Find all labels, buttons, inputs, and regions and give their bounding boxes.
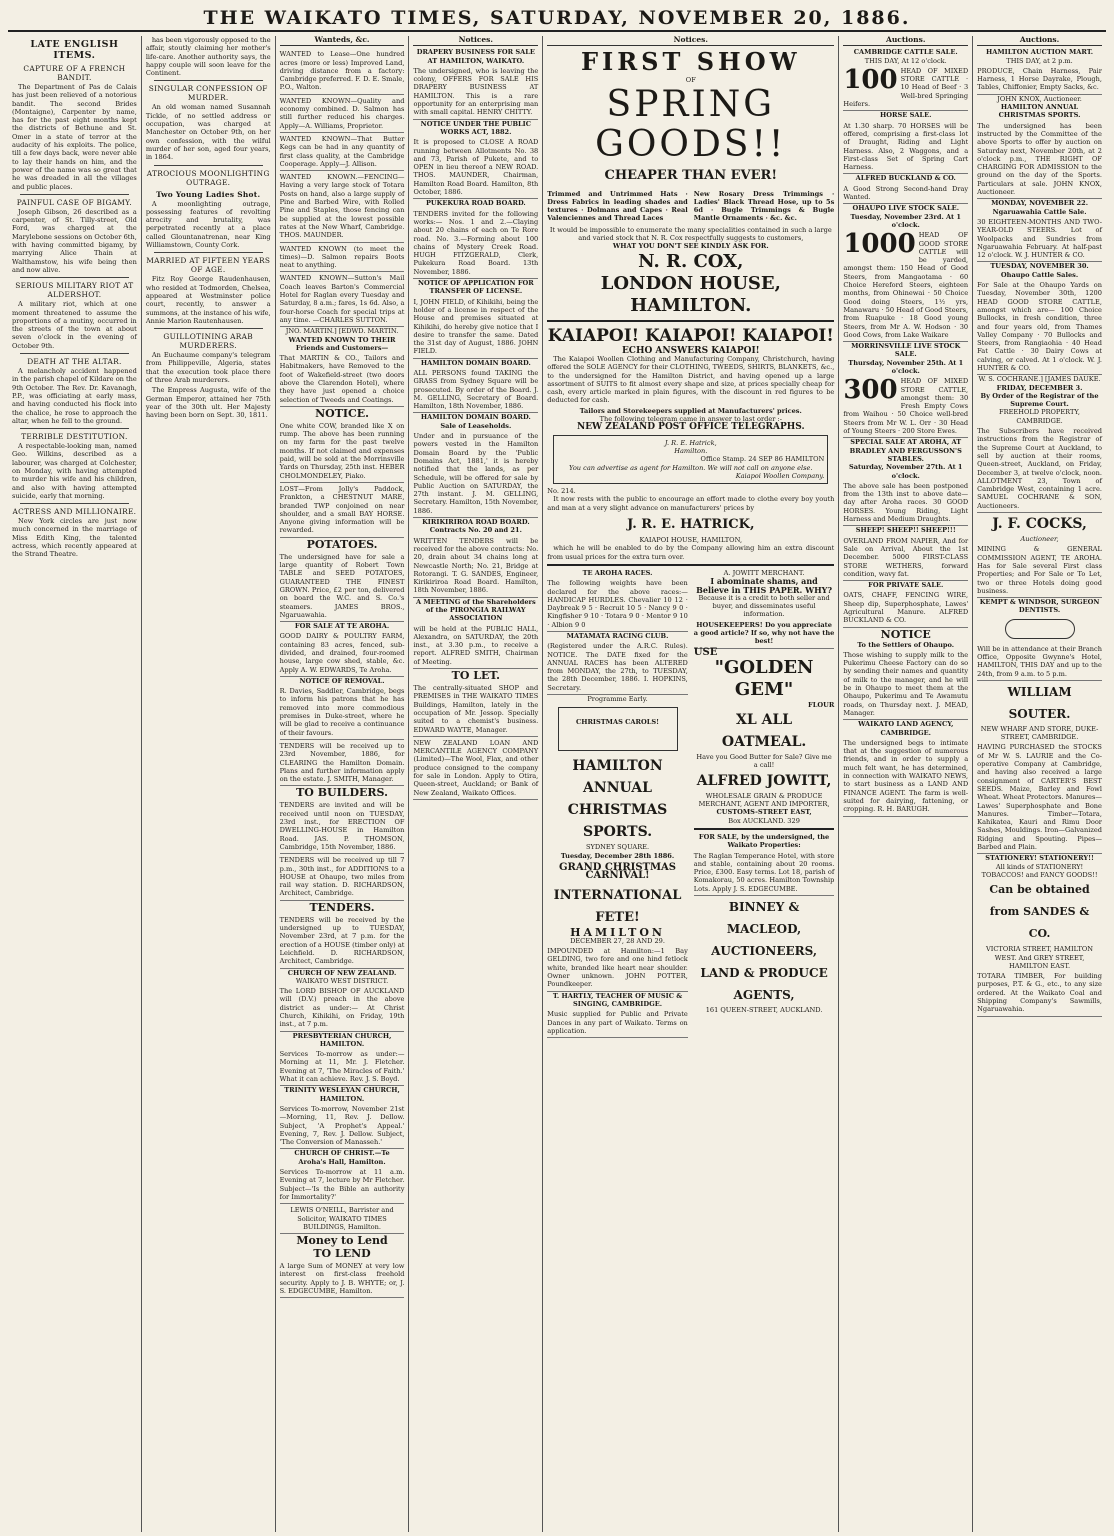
ad-matamata: (Registered under the A.R.C. Rules). NOTICE. The DATE fixed for the ANNUAL RACES has been ALTERED from MONDAY, the 27th, to TUESDAY, the 28th December, 1886. I. HOPKINS, Secretary.	[547, 640, 688, 695]
heading-altar: DEATH AT THE ALTAR.	[27, 357, 122, 367]
telegram-office: Office Stamp. 24 SEP 86 HAMILTON	[700, 455, 825, 464]
souter-heading: WILLIAM SOUTER.	[1007, 684, 1072, 721]
ad-oneill: LEWIS O'NEILL, Barrister and Solicitor, WAIKATO TIMES BUILDINGS, Hamilton.	[280, 1204, 405, 1234]
mart-date: THIS DAY, at 2 p.m.	[1006, 56, 1073, 65]
races-heading: TE AROHA RACES.	[582, 568, 653, 577]
church-sub: WAIKATO WEST DISTRICT.	[295, 976, 389, 985]
ad-hartly: Music supplied for Public and Private Dances in any part of Waikato. Terms on application.	[547, 1008, 688, 1038]
ad-oats: OATS, CHAFF, FENCING WIRE, Sheep dip, Superphosphate, Lawes' Agricultural Manure. ALFRED BUCKLAND & CO.	[843, 589, 968, 627]
divider	[154, 252, 263, 253]
column-auctions-1	[839, 36, 973, 1532]
sandes-name: Can be obtained from SANDES & CO.	[989, 883, 1090, 941]
ad-boots: WANTED KNOWN (to meet the times)—D. Salmon repairs Boots neat to anything.	[280, 243, 405, 273]
telegram-to: J. R. E. Hatrick,	[664, 438, 717, 447]
tenders-heading: TENDERS.	[309, 900, 375, 914]
goods-list-left: Trimmed and Untrimmed Hats · Dress Fabrics in leading shades and textures · Dolmans and Capes · Real Valenciennes and Thread Laces	[547, 189, 688, 223]
article-riot: A military riot, which at one moment threatened to assume the proportions of a mutiny, occurred in the streets of the town at about seven o'clock in the evening of October 9th.	[12, 300, 137, 350]
friday-date: FRIDAY, DECEMBER 3.	[996, 383, 1083, 392]
ad-lend: A large Sum of MONEY at very low interest on first-class freehold security. Apply to J. B. WHYTE; or, J. S. EDGECUMBE, Hamilton.	[280, 1260, 405, 1298]
ad-domain: ALL PERSONS found TAKING the GRASS from Sydney Square will be prosecuted. By order of the Board. J. M. GELLING, Secretary of Board. Hamilton, 18th November, 1886.	[413, 367, 538, 413]
masthead: THE WAIKATO TIMES, SATURDAY, NOVEMBER 20, 1886.	[8, 6, 1106, 32]
ad-produce: PRODUCE, Chain Harness, Pair Harness, 1 Horse Dayrake, Plough, Tables, Chiffonier, Empty Sacks, &c.	[977, 65, 1102, 95]
telegram-box	[553, 435, 828, 484]
kaiapoi-text: The Kaiapoi Woollen Clothing and Manufacturing Company, Christchurch, having offered the SOLE AGENCY for their CLOTHING, TWEEDS, SHIRTS, BLANKETS, &c., to the undersigned for the Hamilton District, and having opened up a large assortment of SUITS to fit almost every shape and size, at prices specially cheap for cash, every article marked in plain figures, with the discount in red figures to be deducted for cash.	[547, 354, 835, 405]
column-notices-1	[409, 36, 543, 1532]
cattle-count-300: 300	[843, 375, 898, 406]
divider	[694, 828, 835, 830]
ad-ngaruawahia: 30 EIGHTEEN-MONTHS AND TWO-YEAR-OLD STEERS. Lot of Woolpacks and Sundries from Ngaruawahia February. At half-past 12 o'clock. W. J. HUNTER & CO.	[977, 216, 1102, 262]
ad-ohaupo-cattle	[843, 229, 968, 342]
jowitt-merchant: A. JOWITT MERCHANT.	[723, 568, 805, 577]
ad-ohaupo-notice: Those wishing to supply milk to the Pukerimu Cheese Factory can do so by sending their names and quantity of milk to the manager, and he will be in Ohaupo to meet them at the Ohaupo, Pukerimu and Te Awamutu roads, on Thursday next. J. MEAD, Manager.	[843, 649, 968, 720]
golden-gem: "GOLDEN GEM"	[714, 656, 814, 700]
ad-cow: One white COW, branded like X on rump. The above has been running on my farm for the past twelve months. If not claimed and expenses paid, will be sold at the Morrinsville Yards on Thursday, 25th inst. HEBER CHOLMONDELEY, Piako.	[280, 420, 405, 483]
pres-heading: PRESBYTERIAN CHURCH, HAMILTON.	[292, 1031, 392, 1048]
private-sale: FOR PRIVATE SALE.	[868, 581, 944, 590]
column-news-1	[8, 36, 142, 1532]
divider	[20, 353, 129, 354]
article-capture: The Department of Pas de Calais has just been relieved of a notorious bandit. The second Brides (Montaigne), Carpenter by name, has for the past eight months kept the districts of Bethune and St. Omer in a state of terror at the audacity of his exploits. The police, till a few days back, were never able to lay their hands on him, and the power of the name was so great that he was dreaded in all the villages and public places.	[12, 83, 137, 191]
ad-waikato-agency: The undersigned begs to intimate that at the suggestion of numerous friends, and in order to supply a much felt want, he has determined, in connection with WAIKATO NEWS, to start business as a LAND AND FINANCE AGENT. The farm is well-suited for dairying, fattening, or cropping. R. H. BARUGH.	[843, 737, 968, 817]
article-singular: An old woman named Susannah Tickle, of no settled address or occupation, was charged at Manchester on October 9th, on her own confession, with the wilful murder of her son, aged four years, in 1864.	[145, 103, 271, 162]
ad-horse-sale: At 1.30 sharp. 70 HORSES will be offered, comprising a first-class lot of Draught, Riding and Light Harness. Also, 2 Waggons, and a First-class Set of Spring Cart Harness.	[843, 120, 968, 175]
ad-drapery: The undersigned, who is leaving the colony, OFFERS FOR SALE HIS DRAPERY BUSINESS AT HAMILTON. This is a rare opportunity for an enterprising man with small capital. HENRY CHITTY.	[413, 65, 538, 120]
alfred-jowitt: ALFRED JOWITT,	[696, 772, 832, 789]
ad-church: The LORD BISHOP OF AUCKLAND will (D.V.) preach in the above district as under:— At Christ Church, Kihikihi, on Friday, 19th inst., at 7 p.m.	[280, 985, 405, 1031]
believe: Believe in THIS PAPER. WHY?	[696, 584, 833, 595]
heading-capture: CAPTURE OF A FRENCH BANDIT.	[23, 64, 126, 82]
tuesday-date: TUESDAY, NOVEMBER 30.	[990, 262, 1089, 271]
ad-pirongia: will be held at the PUBLIC HALL, Alexandra, on SATURDAY, the 20th inst., at 3.30 p.m., to receive a report. ALFRED SMITH, Chairman of Meeting.	[413, 623, 538, 669]
international-fete: INTERNATIONAL FETE!	[553, 887, 682, 925]
morrinsville-heading: MORRINSVILLE LIVE STOCK SALE.	[851, 342, 961, 359]
ad-potatoes: The undersigned have for sale a large quantity of Robert Town TABLE and SEED POTATOES, GUARANTEED THE FINEST GROWN. Price, £2 per ton, delivered on board the W.C. and S. Co.'s steamers. JAMES BROS., Ngaruawahia.	[280, 551, 405, 622]
hatrick-text-2: which he will be enabled to do by the Company allowing him an extra discount from usual prices for the extra turn over.	[547, 544, 835, 561]
trinity-heading: TRINITY WESLEYAN CHURCH, HAMILTON.	[284, 1086, 400, 1103]
ad-races: The following weights have been declared for the above races:— HANDICAP HURDLES. Chevalier 10 12 · Daybreak 9 5 · Recruit 10 5 · Nancy 9 0 · Kingfisher 9 10 · Totara 9 0 · Mentor 9 10 · Albion 9 0	[547, 577, 688, 632]
ohaupo-date: Tuesday, November 23rd. At 1 o'clock.	[850, 212, 961, 229]
article-continued: has been vigorously opposed to the affair, stoutly claiming her mother's life-care. Another authority says, the happy couple will soon leave for the Continent.	[145, 36, 271, 78]
domain-heading: HAMILTON DOMAIN BOARD.	[420, 358, 531, 367]
first-show: FIRST SHOW	[580, 47, 801, 77]
because: Because it is a credit to both seller and buyer, and disseminates useful information.	[698, 593, 830, 619]
ad-impounded: IMPOUNDED at Hamilton:—1 Bay GELDING, two fore and one hind fetlock white, branded like heart near shoulder. Owner unknown. JOHN POTTER, Poundkeeper.	[547, 945, 688, 991]
lower-left	[547, 569, 688, 1038]
heading-married: MARRIED AT FIFTEEN YEARS OF AGE.	[146, 256, 271, 275]
registrar-heading: By Order of the Registrar of the Supreme Court.	[980, 391, 1099, 409]
divider	[547, 564, 834, 566]
ad-salmon: WANTED KNOWN—Quality and economy combined. D. Salmon has still further reduced his charges. Apply—A. Williams, Proprietor.	[280, 95, 405, 133]
christ-heading: CHURCH OF CHRIST.—Te Aroha's Hall, Hamilton.	[294, 1149, 390, 1166]
telegram-no: No. 214.	[547, 487, 576, 496]
ad-tenders: TENDERS will be received by the undersigned up to TUESDAY, November 23rd, at 7 p.m. for the erection of a HOUSE (timber only) at Leichfield. D. RICHARDSON, Architect, Cambridge.	[280, 914, 405, 969]
divider	[20, 503, 129, 504]
cocks-name: J. F. COCKS,	[992, 516, 1087, 533]
column-notices-2	[543, 36, 839, 1532]
article-altar: A melancholy accident happened in the parish chapel of Kildare on the 9th October. The Rev. Dr. Kavanagh, P.P., was officiating at early mass, and having conducted his flock into the chalice, he rose to approach the altar, when he fell to the ground.	[12, 367, 137, 425]
pukekura-heading: PUKEKURA ROAD BOARD.	[425, 199, 526, 208]
monday-date: MONDAY, NOVEMBER 22.	[991, 199, 1089, 208]
licence-heading: NOTICE OF APPLICATION FOR TRANSFER OF LICENSE.	[417, 279, 534, 296]
telegram-signature: Kaiapoi Woollen Company.	[735, 471, 825, 480]
forsale-heading: FOR SALE AT TE AROHA.	[294, 622, 390, 631]
london-house: LONDON HOUSE, HAMILTON.	[600, 272, 781, 316]
forsale-heading: FOR SALE, by the undersigned, the Waikato Properties:	[698, 832, 830, 850]
cambridge-heading: CAMBRIDGE CATTLE SALE.	[853, 48, 958, 57]
pirongia-heading: A MEETING of the Shareholders of the PIRONGIA RAILWAY ASSOCIATION	[415, 597, 536, 623]
alfred-sub: WHOLESALE GRAIN & PRODUCE MERCHANT, AGENT AND IMPORTER,	[698, 791, 830, 809]
heading-bigamy: PAINFUL CASE OF BIGAMY.	[16, 197, 133, 207]
heading-atrocious: ATROCIOUS MOONLIGHTING OUTRAGE.	[146, 168, 270, 187]
ad-souter: HAVING PURCHASED the STOCKS of Mr W. S. LAURIE and the Co-operative Company at Cambridge, and having also received a large consignment of CARTER'S BEST SEEDS. Maize, Barley and Fowl Wheat. Wheat Protectors. Manures—Lawes' Superphosphate and Bone Manures. Timber—Totara, Kahikatea, Kauri and Rimu Door Sashes, Mouldings. Iron—Galvanized Ridging and Spouting. Pipes—Barbed and Plain.	[977, 741, 1102, 854]
article-bigamy: Joseph Gibson, 26 described as a carpenter, of St. Tilly-street, Old Ford, was charged at the Marylebone sessions on October 6th, with having committed bigamy, by marrying Alice Thain at Walthamstow, his wife being then and now alive.	[12, 207, 137, 274]
divider	[154, 328, 263, 329]
ad-tolet: The centrally-situated SHOP and PREMISES in THE WAIKATO TIMES Buildings, Hamilton, lately in the occupation of Mr. Jessop. Specially suited to a chemist's business. EDWARD WAYTE, Manager.	[413, 682, 538, 737]
divider	[20, 277, 129, 278]
section-notices: Notices.	[413, 36, 538, 46]
ad-licence: I, JOHN FIELD, of Kihikihi, being the holder of a license in respect of the House and premises situated at Kihikihi, do hereby give notice that I desire to transfer the same. Dated the 31st day of August, 1886. JOHN FIELD.	[413, 296, 538, 359]
cheaper: CHEAPER THAN EVER!	[604, 167, 778, 183]
potatoes-heading: POTATOES.	[306, 537, 378, 551]
xl-oatmeal: XL ALL OATMEAL.	[721, 712, 807, 751]
ad-trinity: Services To-morrow, November 21st—Morning, 11, Rev. J. Dellow. Subject, 'A Prophet's Appeal.' Evening, 7, Rev. J. Dellow. Subject, 'The Conversion of Manasseh.'	[280, 1103, 405, 1149]
section-auctions: Auctions.	[843, 36, 968, 46]
ad-kempt: Will be in attendance at their Branch Office, Opposite Gwynne's Hotel, HAMILTON, THIS DAY and up to the 24th, from 9 a.m. to 5 p.m.	[977, 643, 1102, 681]
special-date: Saturday, November 27th. At 1 o'clock.	[848, 463, 963, 480]
section-auctions: Auctions.	[977, 36, 1102, 46]
telegram-place: Hamilton.	[674, 446, 708, 455]
goods-list	[547, 190, 834, 223]
divider	[154, 165, 263, 166]
cochrane-sig: W. S. COCHRANE.] [JAMES DAUKE.	[978, 375, 1101, 384]
this-day: THIS DAY, At 12 o'clock.	[864, 56, 947, 65]
heading-late-english: LATE ENGLISH ITEMS.	[30, 39, 119, 61]
lower-right	[694, 569, 835, 1038]
divider	[547, 320, 834, 322]
ad-lost: LOST—From Jolly's Paddock, Frankton, a CHESTNUT MARE, branded TWP conjoined on near shoulder, and a small BAY HORSE. Anyone giving information will be rewarded.	[280, 483, 405, 538]
of-label: OF	[685, 76, 696, 85]
removal-heading: NOTICE OF REMOVAL.	[299, 676, 385, 685]
ad-martin: That MARTIN & CO., Tailors and Habitmakers, have Removed to the foot of Wakefield-street (two doors above the Clarendon Hotel), where they have just opened a choice selection of Tweeds and Coatings.	[280, 352, 405, 407]
sandes-address: VICTORIA STREET, HAMILTON WEST. And GREY STREET, HAMILTON EAST.	[986, 945, 1094, 970]
what-text: WHAT YOU DON'T SEE KINDLY ASK FOR.	[612, 242, 769, 251]
ohaupo-heading: OHAUPO LIVE STOCK SALE.	[852, 204, 959, 213]
article-atrocious: A moonlighting outrage, possessing features of revolting atrocity and brutality, was perpetrated recently at a place called Glountanatrenan, near King Williamstown, County Cork.	[145, 199, 271, 250]
cattle-300-text: HEAD OF MIXED STORE CATTLE, amongst them: 30 Fresh Empty Cows from Waihou · 50 Choice well-bred Steers from Mr W. L. Orr · 30 Head of Young Steers · 200 Store Ewes.	[843, 377, 969, 436]
cattle-100-text: HEAD OF MIXED STORE CATTLE · 10 Head of Beef · 3 Well-bred Springing Heifers.	[843, 66, 969, 109]
heading-singular: SINGULAR CONFESSION OF MURDER.	[148, 84, 268, 103]
ngaru-heading: Ngaruawahia Cattle Sale.	[992, 207, 1087, 216]
stationery-heading: STATIONERY! STATIONERY!!	[985, 854, 1094, 863]
public-works-heading: NOTICE UNDER THE PUBLIC WORKS ACT, 1882.	[420, 119, 532, 136]
binney-address: 161 QUEEN-STREET, AUCKLAND.	[705, 1006, 823, 1015]
telegram-message: You can advertise as agent for Hamilton. We will not call on anyone else.	[569, 463, 813, 472]
heading-riot: SERIOUS MILITARY RIOT AT ALDERSHOT.	[15, 281, 134, 300]
cox-name: N. R. COX,	[638, 250, 744, 272]
flour-label: FLOUR	[808, 700, 835, 709]
tolet-heading: TO LET.	[451, 669, 500, 683]
ad-ohaupo-sales: For Sale at the Ohaupo Yards on Tuesday, November 30th, 1200 HEAD GOOD STORE CATTLE, amongst which are— 100 Choice Bullocks, in fresh condition, three and four years old, from Thames Valley Company · 70 Bullocks and Steers, from Rangiaohia · 40 Head Fat Cattle · 30 Dairy Cows at calving, or calved. At 1 o'clock. W. J. HUNTER & CO.	[977, 279, 1102, 375]
divider	[20, 194, 129, 195]
martin-signature: JNO. MARTIN.] [EDWD. MARTIN.	[285, 327, 399, 336]
butter-text: Have you Good Butter for Sale? Give me a call!	[696, 753, 832, 770]
sheep-heading: SHEEP! SHEEP!! SHEEP!!!	[855, 526, 956, 535]
article-destitution: A respectable-looking man, named Geo. Wilkins, described as a labourer, was charged at Colchester, on Monday, with having attempted to murder his wife and his children, and also with having attempted suicide, early that morning.	[12, 442, 137, 500]
matamata-heading: MATAMATA RACING CLUB.	[566, 631, 669, 640]
ohaupo-heading: Ohaupo Cattle Sales.	[1000, 270, 1079, 279]
article-married: Fitz Roy George Raudenhausen, who resided at Todmorden, Chelsea, appeared at Westminster police court, recently, to answer a summons, at the instance of his wife, Annie Marion Rautenhausen.	[145, 275, 271, 325]
lend-heading: TO LEND	[313, 1247, 371, 1261]
binney-heading: BINNEY & MACLEOD, AUCTIONEERS, LAND & PRODUCE AGENTS,	[700, 900, 828, 1003]
church-heading: CHURCH OF NEW ZEALAND.	[287, 968, 397, 977]
hamilton-sports-heading: HAMILTON ANNUAL CHRISTMAS SPORTS.	[567, 758, 668, 841]
use-label: USE	[693, 646, 718, 658]
tailors-text: Tailors and Storekeepers supplied at Manufacturers' prices.	[579, 406, 802, 415]
ad-freehold: The Subscribers have received instructions from the Registrar of the Supreme Court at Auckland, to sell by auction at their rooms, Queen-street, Auckland, on Friday, December 3, at twelve o'clock, noon. ALLOTMENT 23, Town of Cambridge West, containing 1 acre. SAMUEL COCHRANE & SON, Auctioneers.	[977, 425, 1102, 513]
ad-lease: WANTED to Lease—One hundred acres (more or less) Improved Land, driving distance from a factory: Cambridge preferred. F. D. E. Smale, P.O., Walton.	[280, 48, 405, 94]
telegram-intro: The following telegram came in answer to last order :-	[599, 415, 782, 424]
columns	[8, 36, 1106, 1532]
heading-guillotining: GUILLOTINING ARAB MURDERERS.	[163, 332, 254, 351]
cocks-sub: Auctioneer,	[1020, 535, 1059, 544]
ad-special: The above sale has been postponed from the 13th inst to above date—day after Aroha races. 30 GOOD HORSES. Young Riding, Light Harness and Medium Draughts.	[843, 480, 968, 526]
ad-dray: A Good Strong Second-hand Dray Wanted.	[843, 183, 968, 205]
subheading-ladies: Two Young Ladies Shot.	[156, 189, 261, 199]
notice-heading: NOTICE	[880, 627, 931, 641]
notice-heading: NOTICE.	[315, 406, 369, 420]
article-actress: New York circles are just now much concerned in the marriage of Miss Edith King, the talented actress, which recently appeared at the Strand Theatre.	[12, 517, 137, 559]
knox-1: JOHN KNOX, Auctioneer.	[997, 94, 1082, 103]
article-empress: The Empress Augusta, wife of the German Emperor, attained her 75th year of the 30th ult. Her Majesty having been born on Sept. 30, 1811.	[145, 386, 271, 420]
column-wanteds	[276, 36, 410, 1532]
section-notices: Notices.	[547, 36, 834, 46]
echo-heading: ECHO ANSWERS KAIAPOI!	[621, 345, 760, 356]
xmas-heading: HAMILTON ANNUAL CHRISTMAS SPORTS.	[998, 103, 1081, 120]
heading-destitution: TERRIBLE DESTITUTION.	[21, 432, 128, 442]
ad-nz-loan: NEW ZEALAND LOAN AND MERCANTILE AGENCY COMPANY (Limited)—The Wool, Flax, and other produce consigned to the company for sale in London. Apply to Otira, Queen-street, Auckland; or Bank of New Zealand, Waikato Offices.	[413, 737, 538, 800]
notice-sub: To the Settlers of Ohaupo.	[857, 640, 955, 649]
ad-lease-sale: Under and in pursuance of the powers vested in the Hamilton Domain Board by the 'Public Domains Act, 1881,' it is hereby notified that the lands, as per Schedule, will be offered for sale by Public Auction on SATURDAY, the 27th instant. J. M. GELLING, Secretary. Hamilton, 15th November, 1886.	[413, 430, 538, 518]
housekeepers: HOUSEKEEPERS! Do you appreciate a good article? If so, why not have the best!	[694, 619, 835, 649]
ad-christ: Services To-morrow at 11 a.m. Evening at 7, lecture by Mr Fletcher. Subject—'Is the Bible an authority for Immortality?'	[280, 1166, 405, 1204]
impossible-text: It would be impossible to enumerate the many specialities contained in such a large and varied stock that N. R. Cox respectfully suggests to customers,	[549, 225, 832, 243]
box-auckland: Box AUCKLAND. 329	[728, 816, 800, 825]
hamilton-word: HAMILTON	[570, 925, 665, 939]
ad-removal: R. Davies, Saddler, Cambridge, begs to inform his patrons that he has removed into more commodious premises in Duke-street, where he will be glad to receive a continuance of their favours.	[280, 685, 405, 740]
ad-xmas-sports: The undersigned has been instructed by the Committee of the above Sports to offer by auction on Saturday next, November 20th, at 2 o'clock p.m., THE RIGHT OF CHARGING FOR ADMISSION to the ground on the day of the Sports. Particulars at sale. JOHN KNOX, Auctioneer.	[977, 120, 1102, 200]
goods-list-right: New Rosary Dress Trimmings · Ladies' Black Thread Hose, up to 5s 6d · Bugle Trimmings & Bugle Mantle Ornaments · &c. &c.	[693, 189, 835, 223]
ad-pukekura: TENDERS invited for the following works:— Nos. 1 and 2.—Claying about 20 chains of each on Te Rore road. No. 3.—Forming about 100 chains of Mystery Creek Road. HUGH FITZGERALD, Clerk, Pukekura Road Board. 13th November, 1886.	[413, 208, 538, 279]
kempt-heading: KEMPT & WINDSOR, SURGEON DENTISTS.	[979, 598, 1100, 615]
buckland-1: ALFRED BUCKLAND & CO.	[855, 174, 956, 183]
ad-additions: TENDERS will be received up till 7 p.m., 30th inst., for ADDITIONS to a HOUSE at Ohaupo, two miles from rail way station. D. RICHARDSON, Architect, Cambridge.	[280, 854, 405, 900]
ad-builders: TENDERS are invited and will be received until noon on TUESDAY, 23rd inst., for ERECTION OF DWELLING-HOUSE in Hamilton Road. JAS. P. THOMSON, Cambridge, 15th November, 1886.	[280, 799, 405, 854]
ad-presbyterian: Services To-morrow as under:—Morning at 11, Mr. J. Fletcher. Evening at 7, 'The Miracles of Faith.' What it can achieve. Rev. J. S. Boyd.	[280, 1048, 405, 1086]
ad-morrinsville	[843, 375, 968, 438]
abominate: I abominate shams, and	[710, 576, 818, 587]
freehold-heading: FREEHOLD PROPERTY, CAMBRIDGE.	[999, 408, 1081, 425]
ad-forsale-properties: The Raglan Temperance Hotel, with store and stable, containing about 20 rooms. Price, £300. Easy terms. Lot 18, parish of Komakorau, 50 acres. Hamilton Township Lots. Apply J. S. EDGECUMBE.	[694, 850, 835, 896]
column-auctions-2	[973, 36, 1106, 1532]
programme: Programme Early.	[587, 695, 648, 704]
kaiapoi-heading: KAIAPOI! KAIAPOI! KAIAPOI!	[547, 325, 834, 346]
ad-clearing: TENDERS will be received up to 23rd November, 1886, for CLEARING the Hamilton Domain. Plans and further information apply on the estate. J. SMITH, Manager.	[280, 740, 405, 786]
ad-cambridge-cattle	[843, 65, 968, 111]
ad-sheep: OVERLAND FROM NAPIER, And for Sale on Arrival, About the 1st December. 5000 FIRST-CLASS STORE WETHERS, forward condition, wavy fat.	[843, 535, 968, 581]
ad-dairy-farm: GOOD DAIRY & POULTRY FARM, containing 83 acres, fenced, sub-divided, and drained, four-roomed house, large cow shed, stable, &c. Apply A. W. EDWARDS, Te Aroha.	[280, 630, 405, 676]
ad-kirikiriroa: WRITTEN TENDERS will be received for the above contracts: No. 20, drain about 34 chains long at Newcastle North; No. 21, Bridge at Rotorangi. T. G. SANDES, Engineer, Kirikiriroa Road Board. Hamilton, 18th November, 1886.	[413, 535, 538, 598]
souter-sub: NEW WHARF AND STORE, DUKE-STREET, CAMBRIDGE.	[980, 724, 1099, 742]
special-heading: SPECIAL SALE AT AROHA, AT BRADLEY AND FERGUSSON'S STABLES.	[849, 438, 962, 463]
lease-heading: HAMILTON DOMAIN BOARD. Sale of Leaseholds.	[420, 413, 531, 430]
fete-dates: DECEMBER 27, 28 AND 29.	[570, 936, 665, 945]
hatrick-text: It now rests with the public to encourage an effort made to clothe every boy youth and man at a very slight advance on manufacturers' prices by	[547, 495, 835, 512]
spring-goods: SPRING GOODS!!	[595, 83, 787, 165]
customs-street: CUSTOMS-STREET EAST,	[716, 808, 812, 817]
section-wanteds: Wanteds, &c.	[280, 36, 405, 46]
grand-carnival: GRAND CHRISTMAS CARNIVAL!	[559, 861, 677, 882]
waikato-agency-heading: WAIKATO LAND AGENCY, CAMBRIDGE.	[858, 720, 954, 737]
martin-heading: WANTED KNOWN TO THEIR Friends and Customers—	[288, 335, 396, 352]
cattle-count-1000: 1000	[843, 229, 916, 260]
builders-heading: TO BUILDERS.	[296, 786, 388, 800]
hatrick-address: KAIAPOI HOUSE, HAMILTON,	[639, 536, 743, 545]
sydney-square: SYDNEY SQUARE.	[585, 843, 650, 852]
stationery-text: All kinds of STATIONERY! TOBACCOS! and FANCY GOODS!!	[981, 862, 1098, 879]
kiri-heading: KIRIKIRIROA ROAD BOARD. Contracts No. 20 and 21.	[422, 518, 530, 535]
morrinsville-date: Thursday, November 25th. At 1 o'clock.	[848, 358, 964, 375]
teeth-icon	[1005, 619, 1075, 639]
mart-heading: HAMILTON AUCTION MART.	[985, 48, 1094, 57]
horse-heading: HORSE SALE.	[880, 111, 932, 120]
divider	[20, 428, 129, 429]
sports-date: Tuesday, December 28th 1886.	[560, 851, 675, 860]
cattle-1000-text: HEAD OF GOOD STORE CATTLE will be yarded, amongst them: 150 Head of Good Steers, from Mangaotama · 60 Choice Hereford Steers, eighteen months, from Ohinewai · 50 Choice Good doing Steers, 1½ yrs, Manawaru · 50 Head of Good Steers, from Ruapuke · 18 Good young Steers, from Mr A. W. Hodson · 30 Good Cows, from Lake Waikare	[843, 231, 969, 339]
ad-public-works: It is proposed to CLOSE A ROAD running between Allotments No. 38 and 73, Parish of Pukete, and to OPEN in lieu thereof a NEW ROAD. THOS. MAUNDER, Chairman, Hamilton Road Board. Hamilton, 8th October, 1886.	[413, 136, 538, 199]
money-heading: Money to Lend	[296, 1234, 388, 1248]
telegraphs-heading: NEW ZEALAND POST OFFICE TELEGRAPHS.	[576, 422, 805, 433]
heading-actress: ACTRESS AND MILLIONAIRE.	[12, 507, 137, 517]
lower-notices	[547, 569, 834, 1038]
ad-timber: TOTARA TIMBER, For building purposes, P.T. & G., etc., to any size ordered. At the Waikato Coal and Shipping Company's Sawmills, Ngaruawahia.	[977, 970, 1102, 1016]
article-guillotining: An Euchaume company's telegram from Philippeville, Algeria, states that the execution took place there of three Arab murderers.	[145, 351, 271, 385]
cattle-count-100: 100	[843, 64, 898, 95]
hartly-heading: T. HARTLY, TEACHER OF MUSIC & SINGING, CAMBRIDGE.	[552, 991, 683, 1008]
ad-butter-kegs: WANTED KNOWN—That Butter Kegs can be had in any quantity of first class quality, at the Cambridge Cooperage. Apply—J. Allison.	[280, 133, 405, 171]
ad-cocks: MINING & GENERAL COMMISSION AGENT, TE AROHA. Has for Sale several First class Properties; and For Sale or To Let, two or three Hotels doing good business.	[977, 543, 1102, 598]
column-news-2	[142, 36, 276, 1532]
hatrick-name: J. R. E. HATRICK,	[627, 517, 755, 533]
drapery-heading: DRAPERY BUSINESS FOR SALE AT HAMILTON, WAIKATO.	[416, 48, 535, 65]
ad-coach: WANTED KNOWN—Sutton's Mail Coach leaves Barton's Commercial Hotel for Raglan every Tuesday and Saturday, 8 a.m.; fares, 1s 6d. Also, a four-horse Coach for special trips at any time. —CHARLES SUTTON.	[280, 272, 405, 327]
christmas-carols: CHRISTMAS CAROLS!	[558, 707, 678, 751]
ad-fencing: WANTED KNOWN.—FENCING—Having a very large stock of Totara Posts on hand, also a large supply of Pine and Barbed Wire, with Rolled Pine and Staples, those fencing can be supplied at the lowest possible rates at the New Wharf, Cambridge. THOS. MAUNDER.	[280, 171, 405, 242]
divider	[154, 80, 263, 81]
